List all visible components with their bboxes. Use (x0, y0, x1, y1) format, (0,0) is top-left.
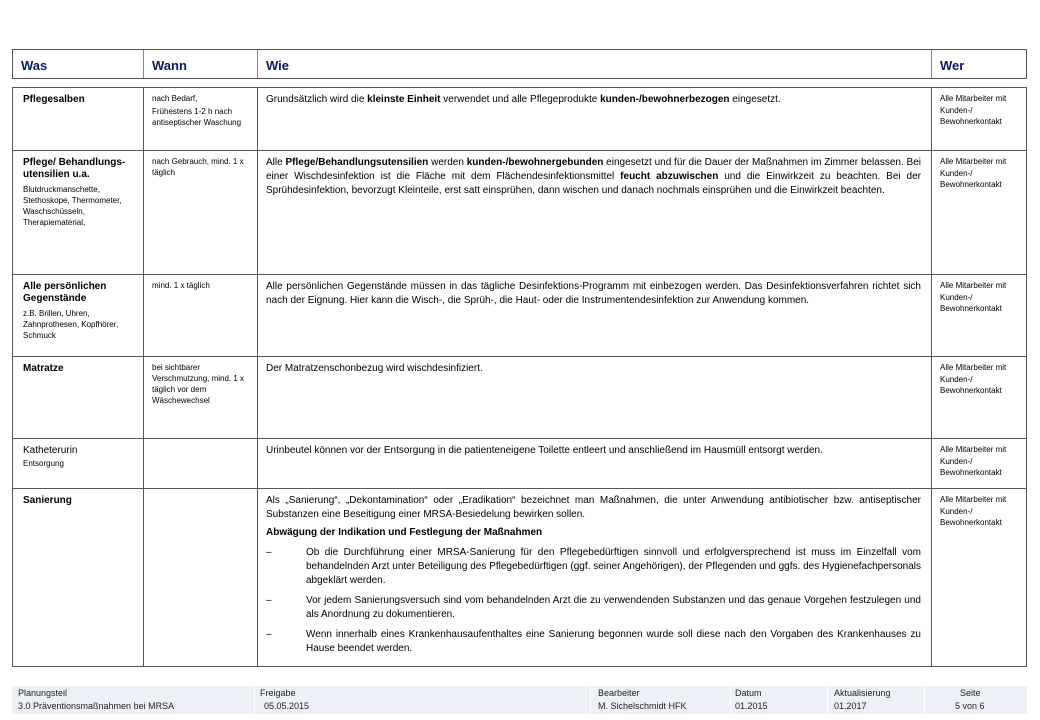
row-wer: Alle Mitarbeiter mit Kunden-/ Bewohnerkontakt (940, 94, 1007, 126)
row-was: Sanierung (23, 495, 72, 506)
table-row (13, 275, 1027, 357)
footer-seite: 5 von 6 (955, 701, 985, 711)
footer-aktualisierung: 01.2017 (834, 701, 867, 711)
row-wann: bei sichtbarer Verschmutzung, mind. 1 x täglich vor dem Wäschewechsel (152, 363, 245, 405)
header-wer: Wer (940, 58, 965, 73)
row-wann-detail: Frühestens 1-2 h nach antiseptischer Waschung (152, 107, 242, 127)
row-wie: Alle Pflege/Behandlungsutensilien werden kunden-/bewohnergebunden eingesetzt und für die Dauer der Maßnahmen im Zimmer belassen. Bei einer Wischdesinfektion ist die Fläche mit dem Flächendesinfektionsmittel feucht abzuwischen und die Einwirkzeit zu beachten. Bei der Sprühdesinfektion, bevorzugt Kleinteile, erst satt einsprühen, dann wischen und danach nochmals einsprühen und die Einwirkzeit beachten. (266, 157, 922, 196)
sanierung-list (266, 546, 921, 656)
header-was: Was (13, 50, 144, 78)
row-wann: nach Gebrauch, mind. 1 x täglich (152, 157, 244, 177)
footer-label-seite: Seite (960, 688, 981, 698)
footer-label-freigabe: Freigabe (260, 688, 296, 698)
row-wann: mind. 1 x täglich (152, 281, 210, 290)
list-item: – Ob die Durchführung einer MRSA-Sanierung für den Pflegebedürftigen sinnvoll und erfolgversprechend ist muss im Einzelfall vom behandelnden Arzt unter Beteiligung des Pflegebedürftigen (ggf. seiner Angehörigen), der Pflegenden und ggfs. des Hygienefachpersonals abgeklärt werden. (266, 547, 921, 586)
row-wer: Alle Mitarbeiter mit Kunden-/ Bewohnerkontakt (940, 157, 1007, 189)
table-row (13, 151, 1027, 275)
row-wie: Der Matratzenschonbezug wird wischdesinfiziert. (266, 363, 483, 374)
footer-datum: 01.2015 (735, 701, 768, 711)
footer-freigabe: 05.05.2015 (264, 701, 310, 711)
document-footer (12, 686, 1027, 714)
row-wie: Alle persönlichen Gegenstände müssen in das tägliche Desinfektions-Programm mit einbezogen werden. Das Desinfektionsverfahren richtet sich nach der Eignung. Hier kann die Wisch-, die Sprüh-, die Haut- oder die Instrumentendesinfektion zur Anwendung kommen. (266, 281, 921, 306)
row-wie-heading: Abwägung der Indikation und Festlegung der Maßnahmen (266, 527, 543, 538)
footer-label-aktualisierung: Aktualisierung (834, 688, 891, 698)
row-wer: Alle Mitarbeiter mit Kunden-/ Bewohnerkontakt (940, 495, 1007, 527)
row-wer: Alle Mitarbeiter mit Kunden-/ Bewohnerkontakt (940, 363, 1007, 395)
list-item: – Wenn innerhalb eines Krankenhausaufenthaltes eine Sanierung begonnen wurde soll diese nach den Vorgaben des Krankenhauses zu Hause beendet werden. (266, 629, 921, 654)
dash-icon: – (266, 595, 272, 606)
footer-planungsteil: 3.0 Präventionsmaßnahmen bei MRSA (18, 701, 175, 711)
row-was-examples: Blutdruckmanschette, Stethoskope, Thermometer, Waschschüsseln, Therapiematerial, (23, 185, 122, 227)
row-was-sub: Entsorgung (23, 459, 64, 468)
header-wann: Wann (144, 50, 258, 78)
table-row (13, 357, 1027, 439)
table-row (13, 439, 1027, 489)
row-wer: Alle Mitarbeiter mit Kunden-/ Bewohnerkontakt (940, 281, 1007, 313)
list-item: – Vor jedem Sanierungsversuch sind vom behandelnden Arzt die zu verwendenden Substanzen und das genaue Vorgehen festzulegen und als Anordnung zu dokumentieren. (266, 595, 921, 620)
footer-label-bearbeiter: Bearbeiter (598, 688, 640, 698)
row-was: Alle persönlichen Gegenstände (23, 281, 107, 304)
footer-bearbeiter: M. Sichelschmidt HFK (598, 701, 687, 711)
row-was-examples: z.B. Brillen, Uhren, Zahnprothesen, Kopfhörer, Schmuck (23, 309, 119, 340)
row-wie: Urinbeutel können vor der Entsorgung in die patienteneigene Toilette entleert und anschließend im Hausmüll entsorgt werden. (266, 445, 823, 456)
row-wie: Als „Sanierung“, „Dekontamination“ oder „Eradikation“ bezeichnet man Maßnahmen, die unter Anwendung antibiotischer bzw. antiseptischer Substanzen eine Beseitigung einer MRSA-Besiedelung bewirken sollen. (266, 495, 921, 520)
dash-icon: – (266, 547, 272, 558)
row-was: Pflegesalben (23, 94, 85, 105)
table-row (13, 489, 1027, 667)
table-header (12, 49, 1027, 79)
row-wer: Alle Mitarbeiter mit Kunden-/ Bewohnerkontakt (940, 445, 1007, 477)
row-wie: Grundsätzlich wird die kleinste Einheit verwendet und alle Pflegeprodukte kunden-/bewohnerbezogen eingesetzt. (266, 94, 781, 105)
measures-table (12, 87, 1027, 667)
header-wie: Wie (258, 50, 932, 78)
row-wann: nach Bedarf, (152, 94, 198, 103)
row-was: Matratze (23, 363, 64, 374)
row-was: Pflege/ Behandlungs-utensilien u.a. (23, 157, 126, 180)
row-was: Katheterurin (23, 445, 78, 456)
footer-label-datum: Datum (735, 688, 762, 698)
footer-label-planungsteil: Planungsteil (18, 688, 68, 698)
table-row (13, 88, 1027, 151)
dash-icon: – (266, 629, 272, 640)
